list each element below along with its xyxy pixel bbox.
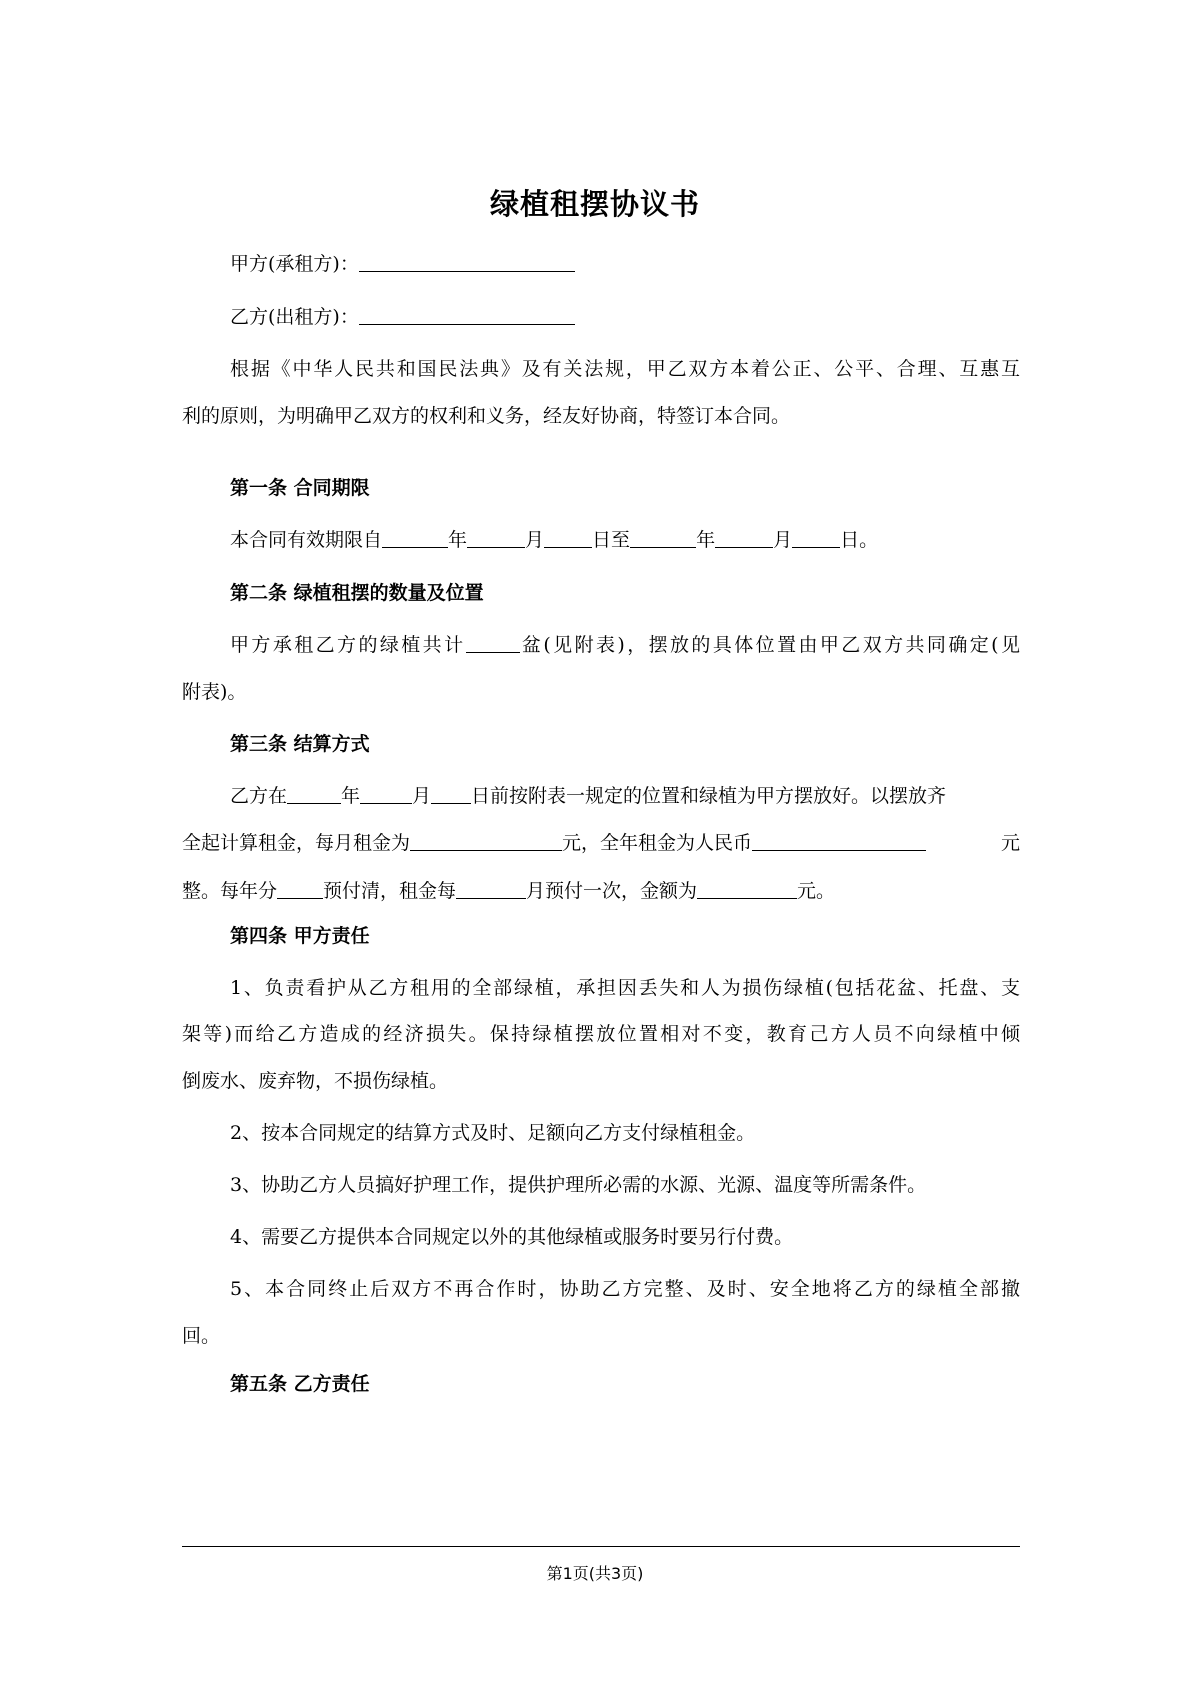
annual-rent-label: 元，全年租金为人民币 <box>562 832 753 854</box>
party-b-blank[interactable] <box>359 304 575 325</box>
end-year-blank[interactable] <box>630 527 696 548</box>
placement-day-blank[interactable] <box>431 783 471 804</box>
preamble-line-1: 根据《中华人民共和国民法典》及有关法规，甲乙双方本着公正、公平、合理、互惠互 <box>230 358 1020 380</box>
prepay-interval-label: 预付清，租金每 <box>323 880 457 902</box>
article-4-item-2: 2、按本合同规定的结算方式及时、足额向乙方支付绿植租金。 <box>230 1122 756 1144</box>
plant-count-blank[interactable] <box>466 632 520 653</box>
article-4-item-1-line-1: 1、负责看护从乙方租用的全部绿植，承担因丢失和人为损伤绿植(包括花盆、托盘、支 <box>230 977 1020 999</box>
document-title: 绿植租摆协议书 <box>489 187 700 221</box>
article-1-term-line <box>230 527 1020 553</box>
prepay-interval-blank[interactable] <box>456 878 526 899</box>
year-label: 年 <box>341 785 361 807</box>
article-2-line-2: 附表)。 <box>182 681 247 703</box>
party-b-label: 乙方(出租方)： <box>230 306 359 328</box>
article-4-item-3: 3、协助乙方人员搞好护理工作，提供护理所必需的水源、光源、温度等所需条件。 <box>230 1174 927 1196</box>
footer-divider <box>182 1546 1020 1547</box>
party-a-line <box>230 251 1020 277</box>
article-3-line-3 <box>182 878 1020 904</box>
end-month-blank[interactable] <box>715 527 773 548</box>
prepay-amount-blank[interactable] <box>697 878 797 899</box>
start-year-blank[interactable] <box>382 527 448 548</box>
annual-rent-blank[interactable] <box>752 830 926 851</box>
month-label: 月 <box>773 529 793 551</box>
month-label: 月 <box>525 529 545 551</box>
placement-text: 日前按附表一规定的位置和绿植为甲方摆放好。以摆放齐 <box>471 785 947 807</box>
yuan-label: 元 <box>1000 832 1020 854</box>
party-b-line <box>230 304 1020 330</box>
plant-position-text: 盆(见附表)，摆放的具体位置由甲乙双方共同确定(见 <box>519 634 1020 656</box>
day-end-label: 日。 <box>840 529 879 551</box>
article-5-heading: 第五条 乙方责任 <box>230 1373 370 1395</box>
prepay-amount-label: 月预付一次，金额为 <box>526 880 698 902</box>
month-label: 月 <box>412 785 432 807</box>
page-number: 第1页(共3页) <box>546 1564 644 1583</box>
party-a-blank[interactable] <box>359 251 575 272</box>
plant-count-label: 甲方承租乙方的绿植共计 <box>230 634 466 656</box>
monthly-rent-blank[interactable] <box>410 830 562 851</box>
placement-year-blank[interactable] <box>287 783 341 804</box>
start-day-blank[interactable] <box>544 527 592 548</box>
end-day-blank[interactable] <box>792 527 840 548</box>
article-3-heading: 第三条 结算方式 <box>230 733 370 755</box>
placement-month-blank[interactable] <box>360 783 412 804</box>
installments-blank[interactable] <box>277 878 323 899</box>
article-3-line-2 <box>182 830 1020 856</box>
placement-label: 乙方在 <box>230 785 288 807</box>
yuan-end-label: 元。 <box>797 880 836 902</box>
article-4-item-1-line-3: 倒废水、废弃物，不损伤绿植。 <box>182 1070 449 1092</box>
article-4-item-1-line-2: 架等)而给乙方造成的经济损失。保持绿植摆放位置相对不变，教育己方人员不向绿植中倾 <box>182 1023 1020 1045</box>
article-2-line-1 <box>230 632 1020 658</box>
article-1-heading: 第一条 合同期限 <box>230 477 370 499</box>
party-a-label: 甲方(承租方)： <box>230 253 359 275</box>
term-from-label: 本合同有效期限自 <box>230 529 383 551</box>
year-label: 年 <box>696 529 716 551</box>
article-3-line-1 <box>230 783 1020 809</box>
installments-label: 整。每年分 <box>182 880 278 902</box>
preamble-line-2: 利的原则，为明确甲乙双方的权利和义务，经友好协商，特签订本合同。 <box>182 405 791 427</box>
article-4-item-4: 4、需要乙方提供本合同规定以外的其他绿植或服务时要另行付费。 <box>230 1226 794 1248</box>
start-month-blank[interactable] <box>467 527 525 548</box>
article-4-item-5-line-2: 回。 <box>182 1325 221 1347</box>
monthly-rent-label: 全起计算租金，每月租金为 <box>182 832 411 854</box>
year-label: 年 <box>448 529 468 551</box>
day-to-label: 日至 <box>592 529 631 551</box>
article-4-heading: 第四条 甲方责任 <box>230 925 370 947</box>
article-2-heading: 第二条 绿植租摆的数量及位置 <box>230 582 484 604</box>
article-4-item-5-line-1: 5、本合同终止后双方不再合作时，协助乙方完整、及时、安全地将乙方的绿植全部撤 <box>230 1278 1020 1300</box>
